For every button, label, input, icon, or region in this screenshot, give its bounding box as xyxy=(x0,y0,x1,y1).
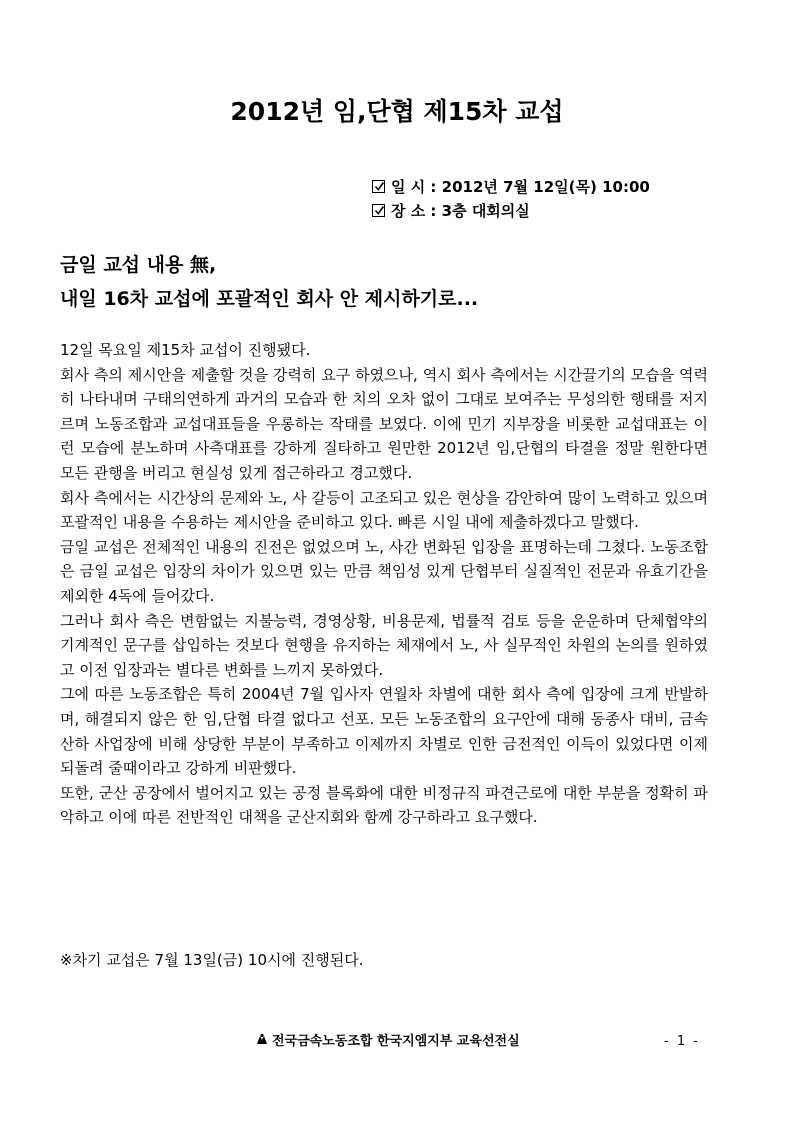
headline-line-1: 금일 교섭 내용 無, xyxy=(60,254,217,276)
headline xyxy=(60,250,478,318)
meeting-date-row xyxy=(372,177,650,201)
paragraph: 12일 목요일 제15차 교섭이 진행됐다. xyxy=(60,341,311,359)
date-value: 2012년 7월 12일(목) 10:00 xyxy=(441,178,650,196)
footer-organization xyxy=(255,1032,520,1052)
paragraph: 또한, 군산 공장에서 벌어지고 있는 공정 블록화에 대한 비정규직 파견근로에 대한 부분을 정확히 파악하고 이에 따른 전반적인 대책을 군산지회와 함께 강구하라고 요구했다. xyxy=(60,783,708,827)
paragraph: 그에 따른 노동조합은 특히 2004년 7월 입사자 연월차 차별에 대한 회사 측에 입장에 크게 반발하며, 해결되지 않은 한 임,단협 타결 없다고 선포. 모든 노동조합의 요구안에 대해 동종사 대비, 금속 산하 사업장에 비해 상당한 부분이 부족하고 이제까지 차별로 인한 금전적인 이득이 있었다면 이제 되돌려 줄때이라고 강하게 비판했다. xyxy=(60,685,708,778)
checkbox-icon xyxy=(372,180,385,193)
place-label: 장 소 : xyxy=(391,202,437,220)
paragraph: 회사 측에서는 시간상의 문제와 노, 사 갈등이 고조되고 있은 현상을 감안하여 많이 노력하고 있으며 포괄적인 내용을 수용하는 제시안을 준비하고 있다. 빠른 시일 내에 제출하겠다고 말했다. xyxy=(60,488,708,532)
meeting-info xyxy=(372,177,650,225)
checkbox-icon xyxy=(372,204,385,217)
page-title: 2012년 임,단협 제15차 교섭 xyxy=(230,97,564,126)
next-meeting-note: ※차기 교섭은 7월 13일(금) 10시에 진행된다. xyxy=(60,951,364,969)
date-label: 일 시 : xyxy=(391,178,437,196)
paragraph: 금일 교섭은 전체적인 내용의 진전은 없었으며 노, 사간 변화된 입장을 표명하는데 그쳤다. 노동조합은 금일 교섭은 입장의 차이가 있으면 있는 만큼 책임성 있게 단협부터 실질적인 전문과 유효기간을 제외한 4독에 들어갔다. xyxy=(60,537,708,605)
meeting-place-row xyxy=(372,201,650,225)
page-number: - 1 - xyxy=(664,1034,700,1049)
union-logo-icon xyxy=(255,1033,269,1047)
place-value: 3층 대회의실 xyxy=(441,202,530,220)
paragraph: 회사 측의 제시안을 제출할 것을 강력히 요구 하였으나, 역시 회사 측에서는 시간끌기의 모습을 역력히 나타내며 구태의연하게 과거의 모습과 한 치의 오차 없이 그대로 보여주는 무성의한 행태를 저지르며 노동조합과 교섭대표들을 우롱하는 작태를 보였다. 이에 민기 지부장을 비롯한 교섭대표는 이런 모습에 분노하며 사측대표를 강하게 질타하고 원만한 2012년 임,단협의 타결을 정말 원한다면 모든 관행을 버리고 현실성 있게 접근하라고 경고했다. xyxy=(60,365,708,482)
organization-name: 전국금속노동조합 한국지엠지부 교육선전실 xyxy=(272,1034,520,1049)
paragraph: 그러나 회사 측은 변함없는 지불능력, 경영상황, 비용문제, 법률적 검토 등을 운운하며 단체협약의 기계적인 문구를 삽입하는 것보다 현행을 유지하는 체재에서 노, 사 실무적인 차원의 논의를 원하였고 이전 입장과는 별다른 변화를 느끼지 못하였다. xyxy=(60,611,708,679)
article-body xyxy=(60,338,708,830)
headline-line-2: 내일 16차 교섭에 포괄적인 회사 안 제시하기로... xyxy=(60,288,479,310)
page-footer xyxy=(0,1032,794,1052)
